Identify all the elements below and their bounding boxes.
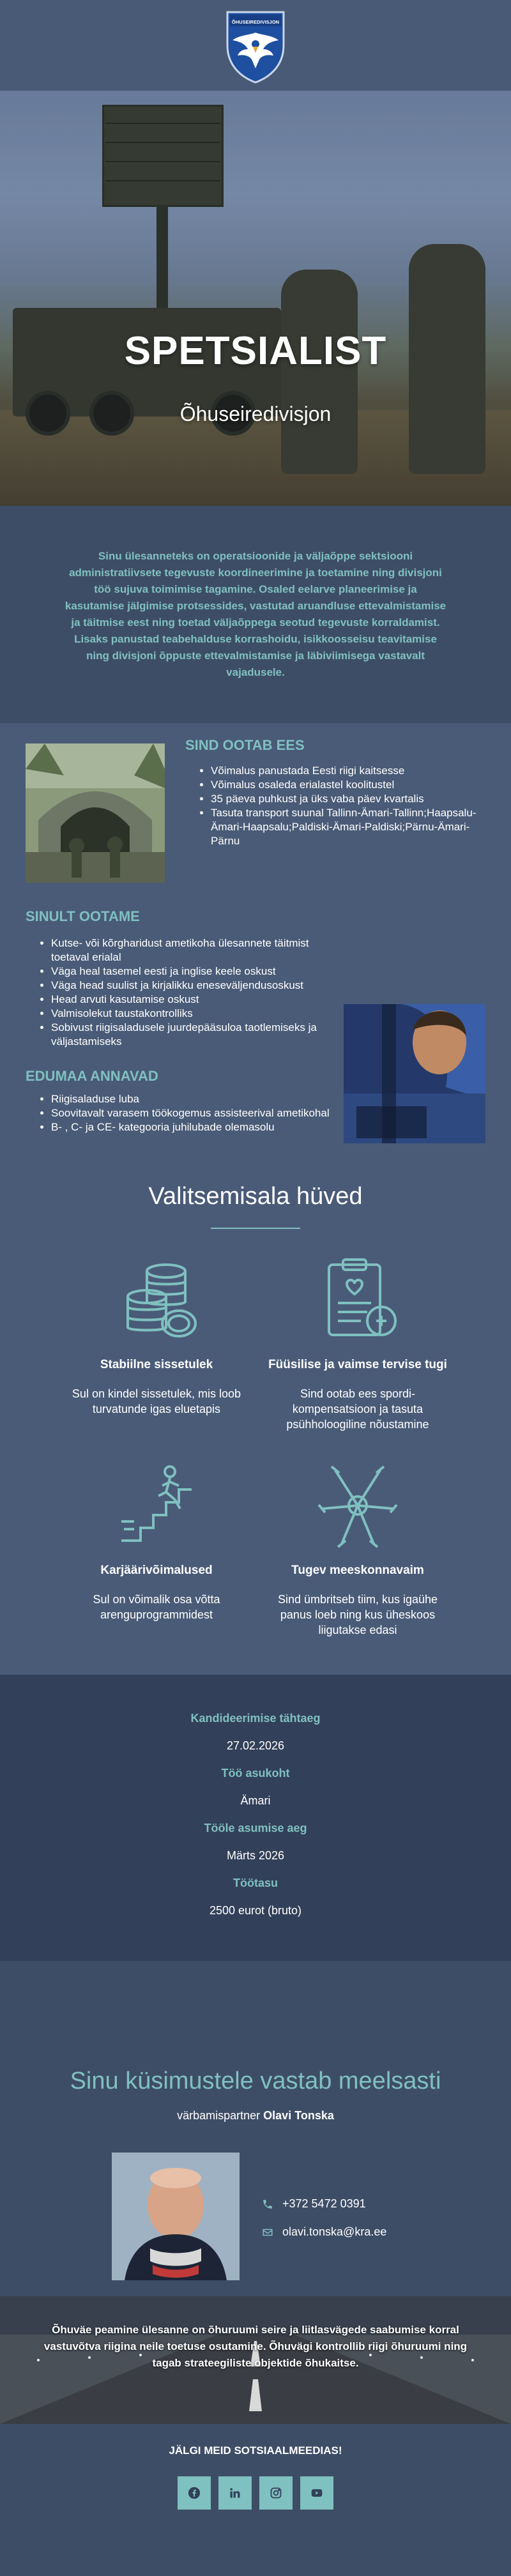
list-item: • Väga head suulist ja kirjalikku eneseväljendusoskust (51, 979, 319, 993)
email-row[interactable] (262, 2225, 386, 2239)
email-icon (262, 2227, 273, 2238)
start-label: Tööle asumise aeg (204, 1822, 307, 1834)
offer-list (211, 764, 492, 848)
coins-stack-icon (109, 1252, 204, 1348)
location-label: Töö asukoht (221, 1767, 290, 1780)
header (0, 0, 511, 91)
social-section (0, 2424, 511, 2525)
list-item: • Head arvuti kasutamise oskust (51, 993, 319, 1007)
benefit-title: Stabiilne sissetulek (100, 1358, 213, 1371)
contact-name: Olavi Tonska (263, 2109, 334, 2122)
contact-role: värbamispartner (177, 2109, 261, 2122)
advantage-list (51, 1092, 332, 1134)
vacancy-details (0, 1675, 511, 1961)
list-item: • B- , C- ja CE- kategooria juhilubade olemasolu (51, 1120, 332, 1134)
benefit-title: Füüsilise ja vaimse tervise tugi (268, 1358, 447, 1371)
list-item: • 35 päeva puhkust ja üks vaba päev kvartalis (211, 792, 492, 806)
list-item: • Soovitavalt varasem töökogemus assisteerival ametikohal (51, 1106, 332, 1120)
phone-row[interactable] (262, 2197, 366, 2211)
benefit-title: Tugev meeskonnavaim (291, 1564, 424, 1577)
benefits-title: Valitsemisala hüved (148, 1183, 363, 1210)
benefit-text: Sul on kindel sissetulek, mis loob turvatunde igas eluetapis (72, 1387, 241, 1415)
deadline-value: 27.02.2026 (226, 1739, 285, 1752)
bunker-photo (26, 743, 165, 883)
benefit-card (262, 1252, 454, 1432)
instagram-icon (270, 2487, 282, 2499)
contact-subtitle (0, 2109, 511, 2123)
team-hands-icon (310, 1458, 406, 1553)
benefit-text: Sul on võimalik osa võtta arenguprogrammidest (93, 1593, 220, 1621)
list-item: • Võimalus osaleda erialastel koolitustel (211, 778, 492, 792)
instagram-button[interactable] (259, 2476, 293, 2510)
contact-section (0, 1961, 511, 2296)
career-stairs-icon (109, 1458, 204, 1553)
offer-title: SIND OOTAB EES (185, 737, 305, 753)
airfield-banner (0, 2296, 511, 2424)
benefit-card (61, 1458, 252, 1622)
list-item: • Võimalus panustada Eesti riigi kaitsesse (211, 764, 492, 778)
job-details-section (0, 723, 511, 1675)
title-divider (211, 1228, 300, 1229)
hero-banner (0, 91, 511, 506)
deadline-label: Kandideerimise tähtaeg (190, 1712, 321, 1725)
list-item: • Riigisaladuse luba (51, 1092, 332, 1106)
benefit-card (262, 1458, 454, 1638)
salary-label: Töötasu (233, 1877, 278, 1889)
benefits-section (0, 1164, 511, 1675)
facebook-button[interactable] (178, 2476, 211, 2510)
list-item: • Väga heal tasemel eesti ja inglise keele oskust (51, 964, 319, 979)
expect-title: SINULT OOTAME (26, 908, 140, 924)
social-title: JÄLGI MEID SOTSIAALMEEDIAS! (169, 2444, 342, 2457)
benefit-text: Sind ootab ees spordi-kompensatsioon ja tasuta psühholoogiline nõustamine (286, 1387, 429, 1431)
expect-list (51, 936, 319, 1049)
intro-section (0, 506, 511, 723)
start-value: Märts 2026 (226, 1849, 285, 1862)
logo-text: ÕHUSEIREDIVISJON (231, 19, 280, 25)
benefit-card (61, 1252, 252, 1417)
advantage-block (0, 1087, 511, 1164)
social-buttons (178, 2476, 333, 2510)
medical-clipboard-icon (310, 1252, 406, 1348)
intro-text: Sinu ülesanneteks on operatsioonide ja väljaõppe sektsiooni administratiivsete tegevuste koordineerimine ja toetamine ning divisjoni töö sujuva toimimise tagamine. Osaled eelarve planeerimise ja kasutamise jälgimise protsessides, vastutad aruandluse ettevalmistamise ja täitmise eest ning toetad väljaõppega seotud tegevuste korraldamist. Lisaks panustad teabehalduse korrashoidu, isikkoosseisu teavitamise ning divisjoni õppuste ettevalmistamise ja läbiviimisega vastavalt vajadusele. (65, 550, 446, 678)
list-item: • Sobivust riigisaladusele juurdepääsuloa taotlemiseks ja väljastamiseks (51, 1021, 319, 1049)
benefit-text: Sind ümbritseb tiim, kus igaühe panus loeb ning kus üheskoos liigutakse edasi (277, 1593, 438, 1636)
eagle-shield-emblem-icon[interactable] (224, 7, 287, 84)
facebook-icon (188, 2487, 201, 2499)
youtube-button[interactable] (300, 2476, 333, 2510)
email-address[interactable]: olavi.tonska@kra.ee (282, 2225, 387, 2238)
benefit-title: Karjäärivõimalused (100, 1564, 213, 1577)
linkedin-icon (229, 2487, 241, 2499)
list-item: • Valmisolekut taustakontrolliks (51, 1007, 319, 1021)
location-value: Ämari (240, 1794, 271, 1807)
contact-title: Sinu küsimustele vastab meelsasti (70, 2068, 441, 2094)
offer-block (0, 723, 511, 883)
list-item: • Tasuta transport suunal Tallinn-Ämari-Tallinn;Haapsalu-Ämari-Haapsalu;Paldiski-Ämari-Paldiski;Pärnu-Ämari-Pärnu (211, 806, 492, 848)
youtube-icon (310, 2487, 324, 2499)
contact-portrait (112, 2153, 240, 2280)
expect-block (0, 883, 511, 1087)
page-subtitle: Õhuseiredivisjon (179, 402, 332, 425)
list-item: • Kutse- või kõrgharidust ametikoha ülesannete täitmist toetaval erialal (51, 936, 319, 964)
footer-text: Õhuväe peamine ülesanne on õhuruumi seire ja liitlasvägede saabumise korral vastuvõtva riigina neile toetuse osutamine. Õhuvägi kontrollib riigi õhuruumi ning tagab strateegiliste objektide õhukaitse. (43, 2324, 468, 2369)
linkedin-button[interactable] (218, 2476, 252, 2510)
page-title: SPETSIALIST (124, 329, 387, 373)
phone-number[interactable]: +372 5472 0391 (282, 2197, 366, 2210)
advantage-title: EDUMAA ANNAVAD (26, 1068, 158, 1084)
phone-icon (262, 2199, 273, 2210)
salary-value: 2500 eurot (bruto) (209, 1904, 302, 1917)
